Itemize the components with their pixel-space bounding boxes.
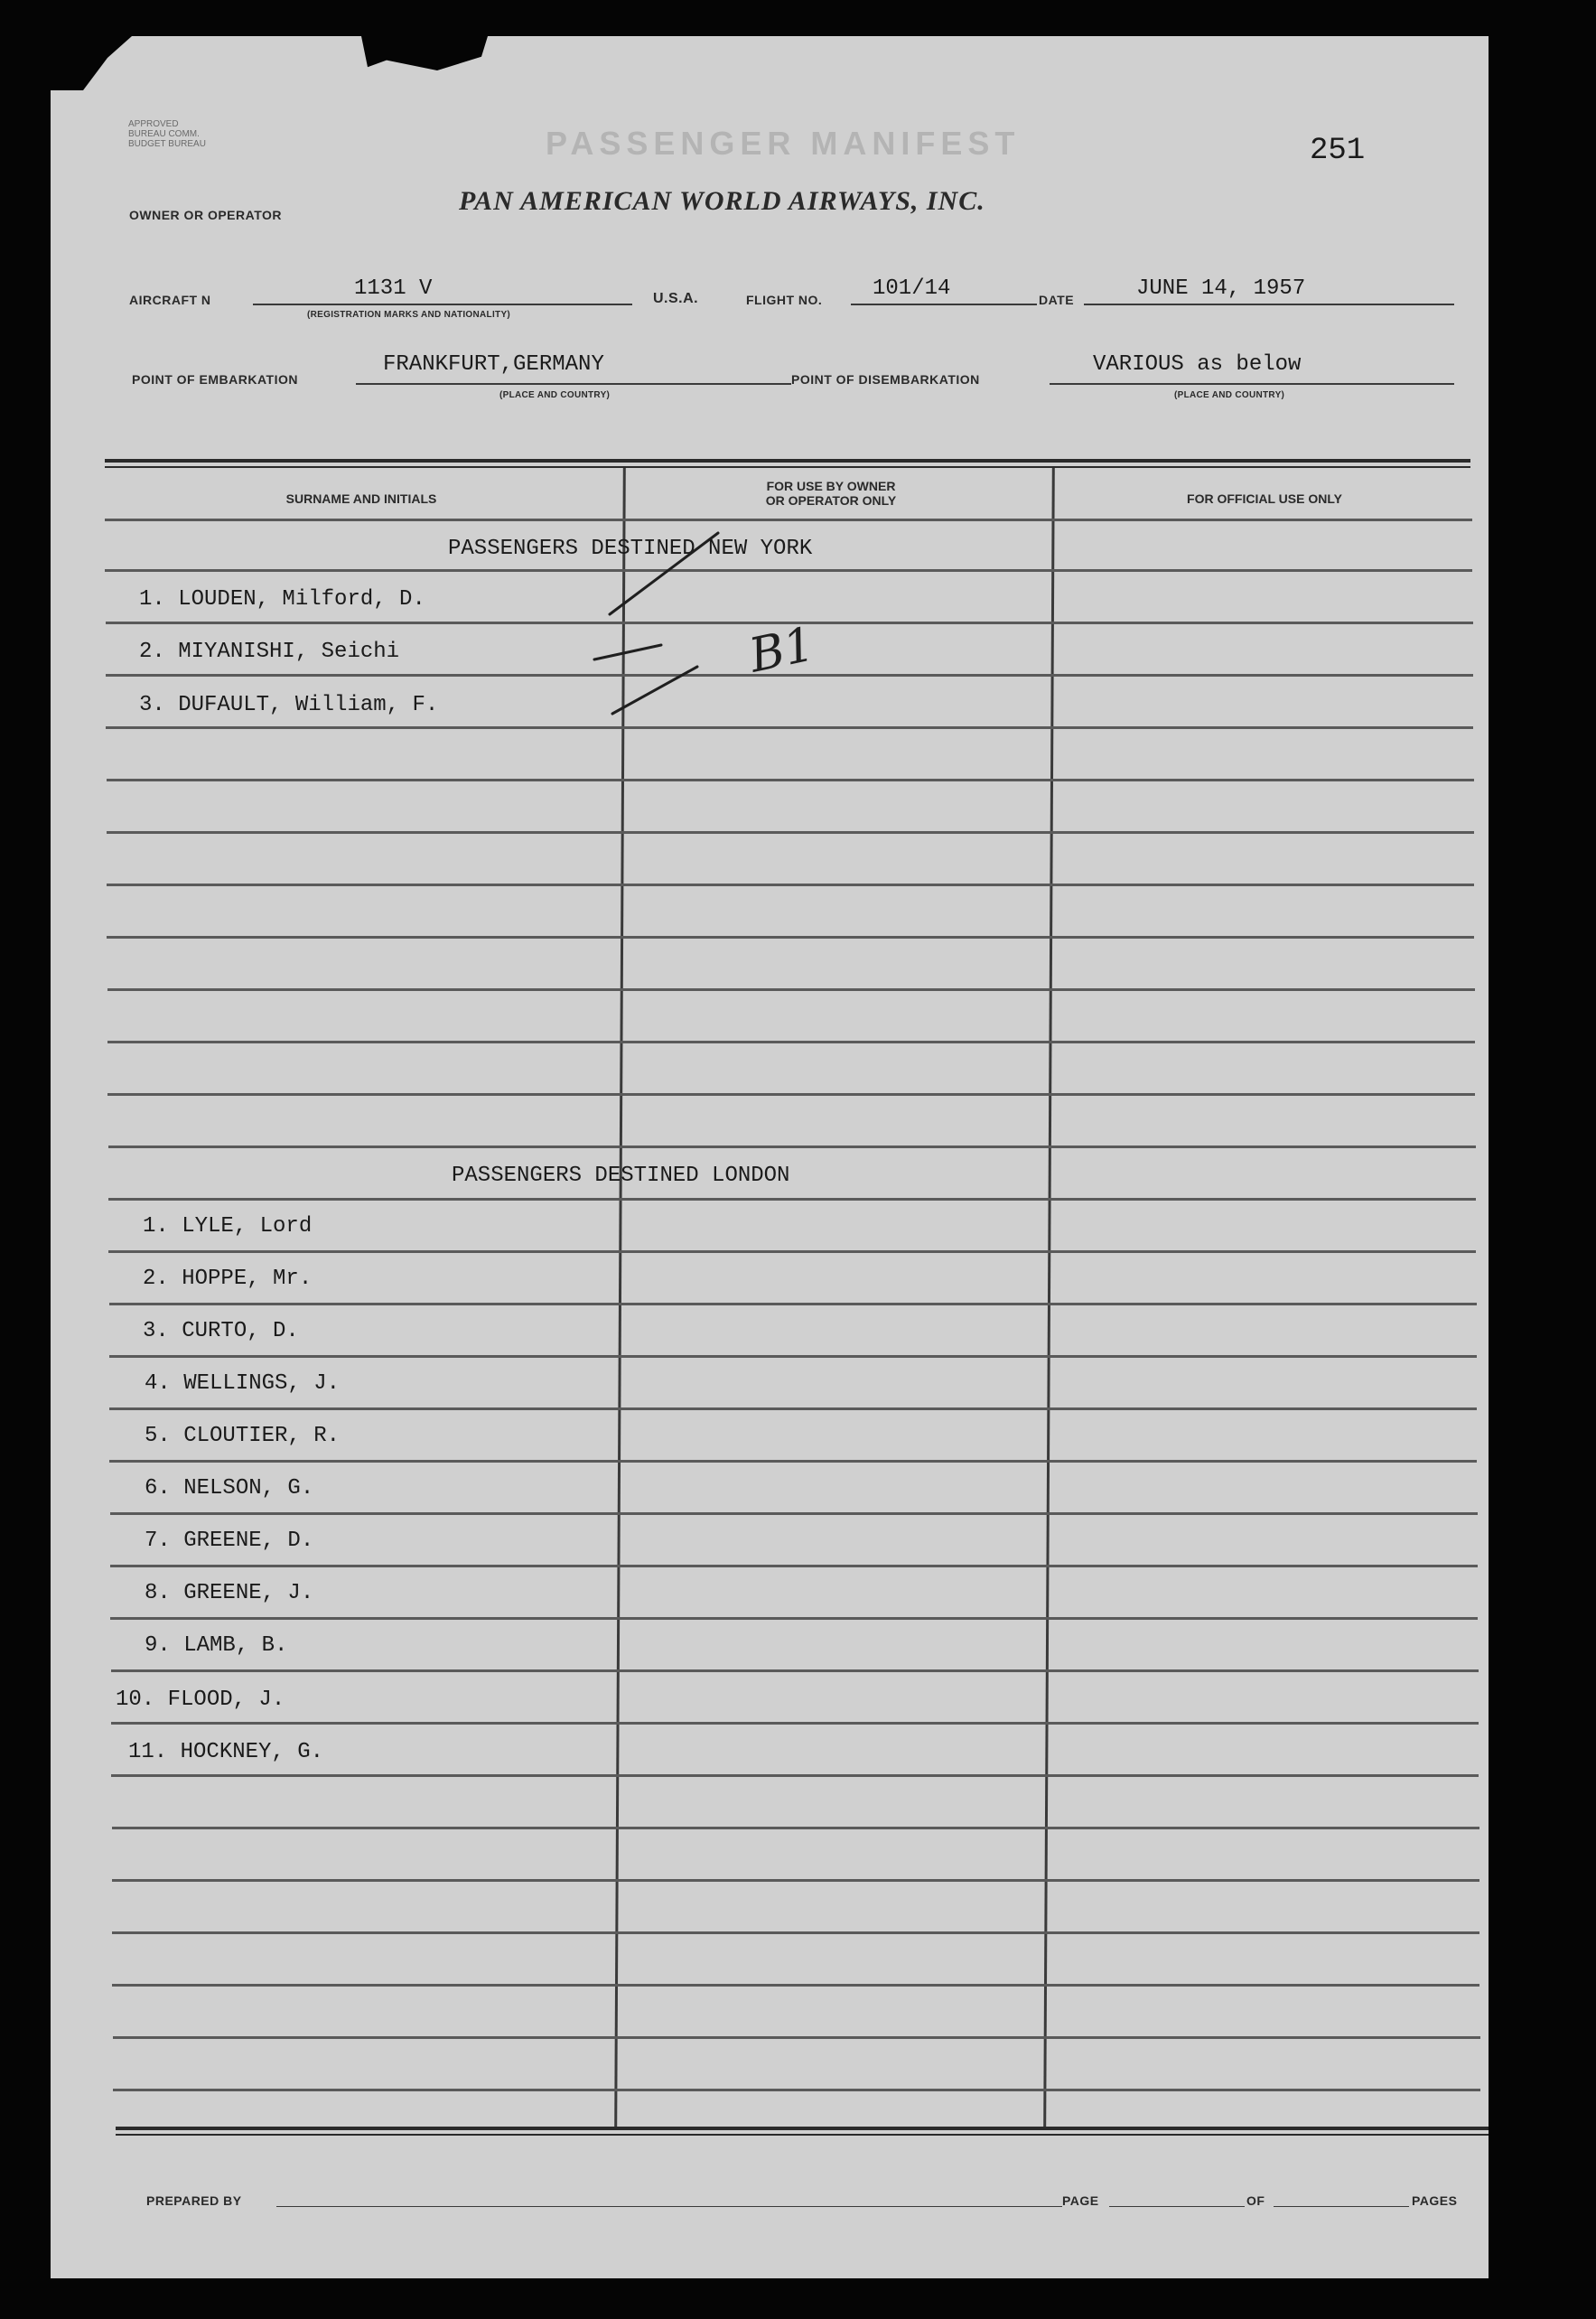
disembarkation-label: POINT OF DISEMBARKATION bbox=[791, 372, 980, 387]
ruled-line bbox=[113, 2089, 1480, 2091]
col-header-owner-line1: FOR USE BY OWNER bbox=[766, 479, 896, 493]
disembarkation-caption: (PLACE AND COUNTRY) bbox=[1174, 390, 1285, 400]
flight-no-value: 101/14 bbox=[873, 276, 951, 301]
aircraft-value: 1131 V bbox=[354, 276, 433, 301]
ruled-line bbox=[110, 1512, 1478, 1515]
ruled-line bbox=[108, 1145, 1476, 1148]
table-top-rule bbox=[105, 459, 1470, 463]
passenger-entry: 1. LOUDEN, Milford, D. bbox=[139, 587, 425, 612]
check-mark bbox=[612, 667, 697, 714]
ruled-line bbox=[112, 1931, 1479, 1934]
ruled-line bbox=[105, 519, 1472, 521]
ruled-line bbox=[112, 1984, 1479, 1987]
check-mark bbox=[594, 645, 661, 659]
col-header-official: FOR OFFICIAL USE ONLY bbox=[1187, 491, 1342, 506]
section-heading-london: PASSENGERS DESTINED LONDON bbox=[452, 1164, 790, 1188]
ruled-line bbox=[111, 1774, 1479, 1777]
col-header-owner-line2: OR OPERATOR ONLY bbox=[765, 493, 897, 508]
ruled-line bbox=[110, 1565, 1478, 1567]
page-label: PAGE bbox=[1062, 2193, 1099, 2208]
table-bottom-rule-2 bbox=[116, 2134, 1489, 2136]
section-heading-new-york: PASSENGERS DESTINED NEW YORK bbox=[448, 537, 813, 561]
document-title: PASSENGER MANIFEST bbox=[546, 125, 1021, 162]
passenger-entry: 1. LYLE, Lord bbox=[143, 1214, 313, 1239]
usa-label: U.S.A. bbox=[653, 291, 699, 306]
ruled-line bbox=[108, 1198, 1476, 1201]
owner-label: OWNER OR OPERATOR bbox=[129, 208, 282, 222]
embarkation-underline bbox=[356, 383, 791, 385]
flight-no-label: FLIGHT NO. bbox=[746, 293, 823, 307]
aircraft-label: AIRCRAFT N bbox=[129, 293, 211, 307]
date-label: DATE bbox=[1039, 293, 1075, 307]
approval-stamp bbox=[128, 119, 206, 149]
passenger-entry: 3. CURTO, D. bbox=[143, 1319, 299, 1343]
stamp-line: BUREAU COMM. bbox=[128, 129, 200, 139]
of-label: OF bbox=[1246, 2193, 1265, 2208]
passenger-entry: 8. GREENE, J. bbox=[145, 1581, 314, 1605]
passenger-entry: 4. WELLINGS, J. bbox=[145, 1371, 341, 1396]
ruled-line bbox=[111, 1722, 1479, 1725]
disembarkation-underline bbox=[1050, 383, 1454, 385]
ruled-line bbox=[107, 988, 1475, 991]
handwritten-annotation: B1 bbox=[744, 617, 819, 684]
ruled-line bbox=[109, 1303, 1477, 1305]
stamp-line: BUDGET BUREAU bbox=[128, 139, 206, 149]
of-underline bbox=[1274, 2206, 1409, 2207]
passenger-entry: 10. FLOOD, J. bbox=[116, 1688, 285, 1712]
embarkation-caption: (PLACE AND COUNTRY) bbox=[499, 390, 611, 400]
ruled-line bbox=[111, 1669, 1479, 1672]
passenger-entry: 11. HOCKNEY, G. bbox=[128, 1740, 324, 1764]
date-value: JUNE 14, 1957 bbox=[1136, 276, 1306, 301]
ruled-line bbox=[113, 2036, 1480, 2039]
registration-caption: (REGISTRATION MARKS AND NATIONALITY) bbox=[307, 310, 511, 320]
pages-label: PAGES bbox=[1412, 2193, 1458, 2208]
ruled-line bbox=[107, 779, 1474, 781]
ruled-line bbox=[112, 1827, 1479, 1829]
col-header-surname: SURNAME AND INITIALS bbox=[285, 491, 437, 506]
ruled-line bbox=[109, 1355, 1477, 1358]
passenger-entry: 9. LAMB, B. bbox=[145, 1633, 288, 1658]
col-header-owner bbox=[623, 479, 1039, 508]
ruled-line bbox=[107, 1093, 1475, 1096]
ruled-line bbox=[107, 831, 1474, 834]
page-underline bbox=[1109, 2206, 1245, 2207]
prepared-by-label: PREPARED BY bbox=[146, 2193, 242, 2208]
passenger-entry: 3. DUFAULT, William, F. bbox=[139, 693, 439, 717]
date-underline bbox=[1084, 304, 1454, 305]
passenger-entry: 5. CLOUTIER, R. bbox=[145, 1424, 341, 1448]
company-name: PAN AMERICAN WORLD AIRWAYS, INC. bbox=[459, 186, 985, 216]
page-number: 251 bbox=[1310, 134, 1366, 168]
ruled-line bbox=[107, 884, 1474, 886]
passenger-entry: 2. MIYANISHI, Seichi bbox=[139, 640, 400, 664]
passenger-entry: 7. GREENE, D. bbox=[145, 1529, 314, 1553]
embarkation-label: POINT OF EMBARKATION bbox=[132, 372, 298, 387]
ruled-line bbox=[110, 1617, 1478, 1620]
check-mark bbox=[610, 533, 718, 614]
ruled-line bbox=[112, 1879, 1479, 1882]
ruled-line bbox=[107, 936, 1474, 939]
handwritten-check-marks bbox=[578, 524, 867, 732]
table-top-rule-2 bbox=[105, 466, 1470, 468]
ruled-line bbox=[109, 1460, 1477, 1463]
disembarkation-value: VARIOUS as below bbox=[1093, 352, 1302, 377]
passenger-entry: 2. HOPPE, Mr. bbox=[143, 1267, 313, 1291]
table-bottom-rule bbox=[116, 2127, 1489, 2130]
ruled-line bbox=[109, 1407, 1477, 1410]
ruled-line bbox=[108, 1250, 1476, 1253]
ruled-line bbox=[107, 1041, 1475, 1043]
passenger-entry: 6. NELSON, G. bbox=[145, 1476, 314, 1501]
flight-no-underline bbox=[851, 304, 1037, 305]
aircraft-underline bbox=[253, 304, 632, 305]
prepared-by-underline bbox=[276, 2206, 1062, 2207]
stamp-line: APPROVED bbox=[128, 119, 179, 129]
embarkation-value: FRANKFURT,GERMANY bbox=[383, 352, 604, 377]
